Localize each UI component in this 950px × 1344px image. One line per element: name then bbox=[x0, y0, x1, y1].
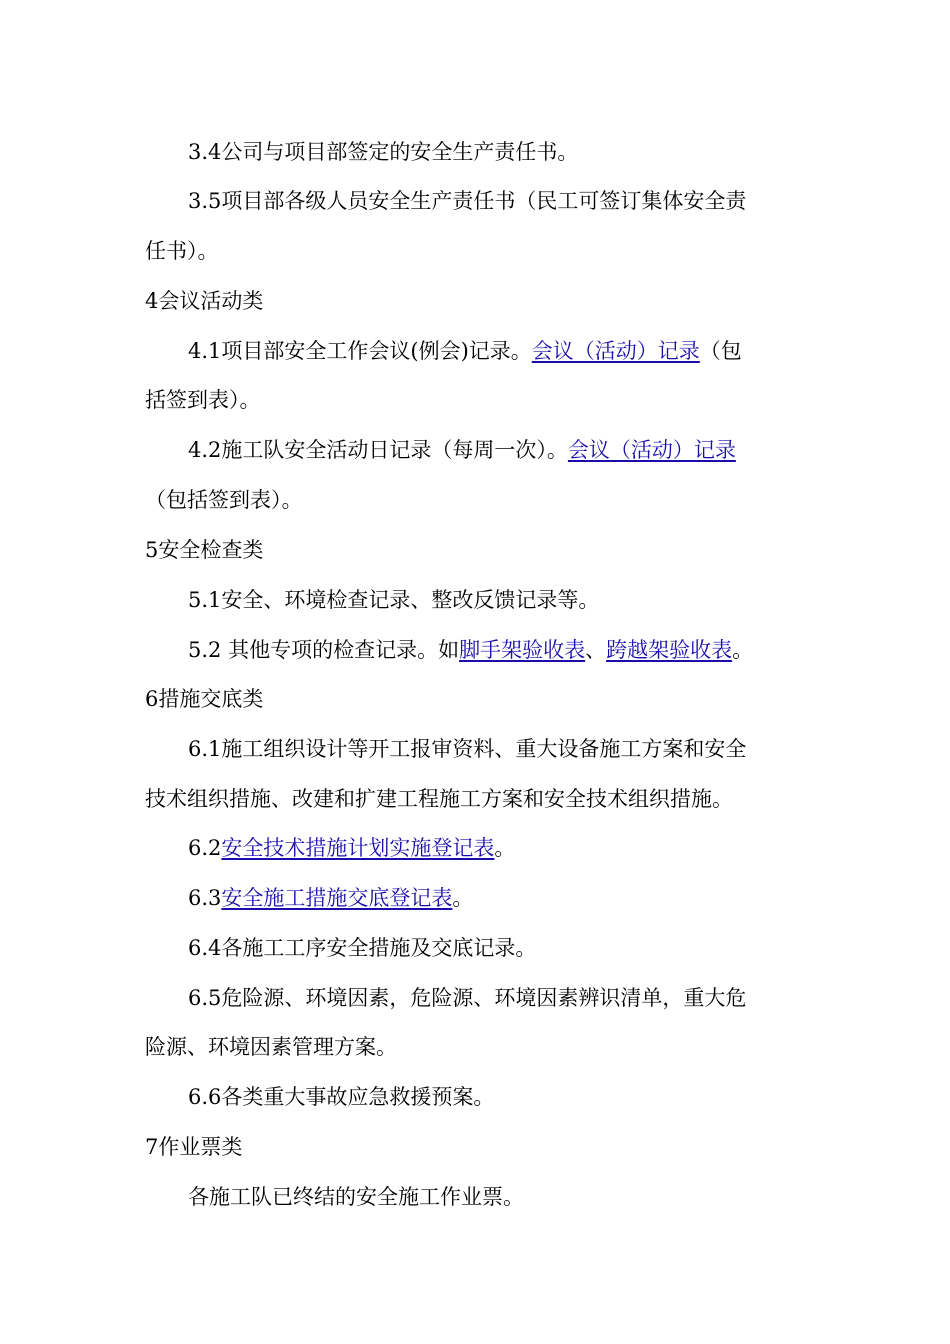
section-heading-7 bbox=[145, 1132, 810, 1162]
item-6-1 bbox=[188, 734, 853, 764]
crossing-frame-acceptance-link[interactable]: 跨越架验收表 bbox=[606, 638, 733, 662]
item-6-4-text: 6.4各施工工序安全措施及交底记录。 bbox=[188, 936, 537, 960]
item-4-2-text: 4.2施工队安全活动日记录（每周一次）。 bbox=[188, 438, 568, 462]
item-3-5 bbox=[188, 186, 853, 216]
item-7-body: 各施工队已终结的安全施工作业票。 bbox=[188, 1185, 524, 1209]
item-6-5-continued bbox=[145, 1032, 810, 1062]
item-3-5-continued bbox=[145, 236, 810, 266]
item-6-5 bbox=[188, 983, 853, 1013]
section-heading-6-text: 6措施交底类 bbox=[145, 687, 264, 711]
item-6-3 bbox=[188, 883, 853, 913]
item-3-4 bbox=[188, 137, 853, 167]
item-6-1-continued bbox=[145, 784, 810, 814]
item-4-1-text-continued: 括签到表）。 bbox=[145, 388, 261, 412]
item-4-2-text-continued: （包括签到表）。 bbox=[145, 488, 303, 512]
scaffold-acceptance-link[interactable]: 脚手架验收表 bbox=[459, 638, 586, 662]
safety-briefing-register-link[interactable]: 安全施工措施交底登记表 bbox=[221, 886, 453, 910]
item-4-1 bbox=[188, 336, 853, 366]
item-4-1-text: 4.1项目部安全工作会议(例会)记录。 bbox=[188, 339, 532, 363]
item-4-2-continued bbox=[145, 485, 810, 515]
section-heading-7-text: 7作业票类 bbox=[145, 1135, 243, 1159]
item-7-text bbox=[188, 1182, 853, 1212]
item-6-2-suffix: 。 bbox=[494, 836, 516, 860]
item-6-1-text: 6.1施工组织设计等开工报审资料、重大设备施工方案和安全 bbox=[188, 737, 747, 761]
item-6-2 bbox=[188, 833, 853, 863]
item-4-1-suffix: （包 bbox=[699, 339, 742, 363]
item-6-3-suffix: 。 bbox=[452, 886, 474, 910]
item-6-1-text-continued: 技术组织措施、改建和扩建工程施工方案和安全技术组织措施。 bbox=[145, 787, 733, 811]
item-5-2-separator: 、 bbox=[585, 638, 607, 662]
item-6-6 bbox=[188, 1082, 853, 1112]
meeting-record-link[interactable]: 会议（活动）记录 bbox=[531, 339, 700, 363]
item-6-6-text: 6.6各类重大事故应急救援预案。 bbox=[188, 1085, 495, 1109]
section-heading-4 bbox=[145, 286, 810, 316]
item-5-2 bbox=[188, 635, 853, 665]
item-6-5-text: 6.5危险源、环境因素，危险源、环境因素辨识清单，重大危 bbox=[188, 986, 747, 1010]
item-3-5-text-continued: 任书）。 bbox=[145, 239, 219, 263]
item-5-2-suffix: 。 bbox=[732, 638, 754, 662]
item-6-2-number: 6.2 bbox=[188, 836, 222, 860]
item-6-3-number: 6.3 bbox=[188, 886, 222, 910]
activity-record-link[interactable]: 会议（活动）记录 bbox=[567, 438, 736, 462]
item-6-5-text-continued: 险源、环境因素管理方案。 bbox=[145, 1035, 397, 1059]
section-heading-5-text: 5安全检查类 bbox=[145, 538, 264, 562]
item-5-1 bbox=[188, 585, 853, 615]
section-heading-5 bbox=[145, 535, 810, 565]
item-4-2 bbox=[188, 435, 853, 465]
safety-measures-plan-register-link[interactable]: 安全技术措施计划实施登记表 bbox=[221, 836, 495, 860]
item-6-4 bbox=[188, 933, 853, 963]
item-3-5-text: 3.5项目部各级人员安全生产责任书（民工可签订集体安全责 bbox=[188, 189, 747, 213]
item-3-4-text: 3.4公司与项目部签定的安全生产责任书。 bbox=[188, 140, 579, 164]
section-heading-4-text: 4会议活动类 bbox=[145, 289, 264, 313]
section-heading-6 bbox=[145, 684, 810, 714]
item-4-1-continued bbox=[145, 385, 810, 415]
item-5-2-text: 5.2 其他专项的检查记录。如 bbox=[188, 638, 460, 662]
item-5-1-text: 5.1安全、环境检查记录、整改反馈记录等。 bbox=[188, 588, 600, 612]
